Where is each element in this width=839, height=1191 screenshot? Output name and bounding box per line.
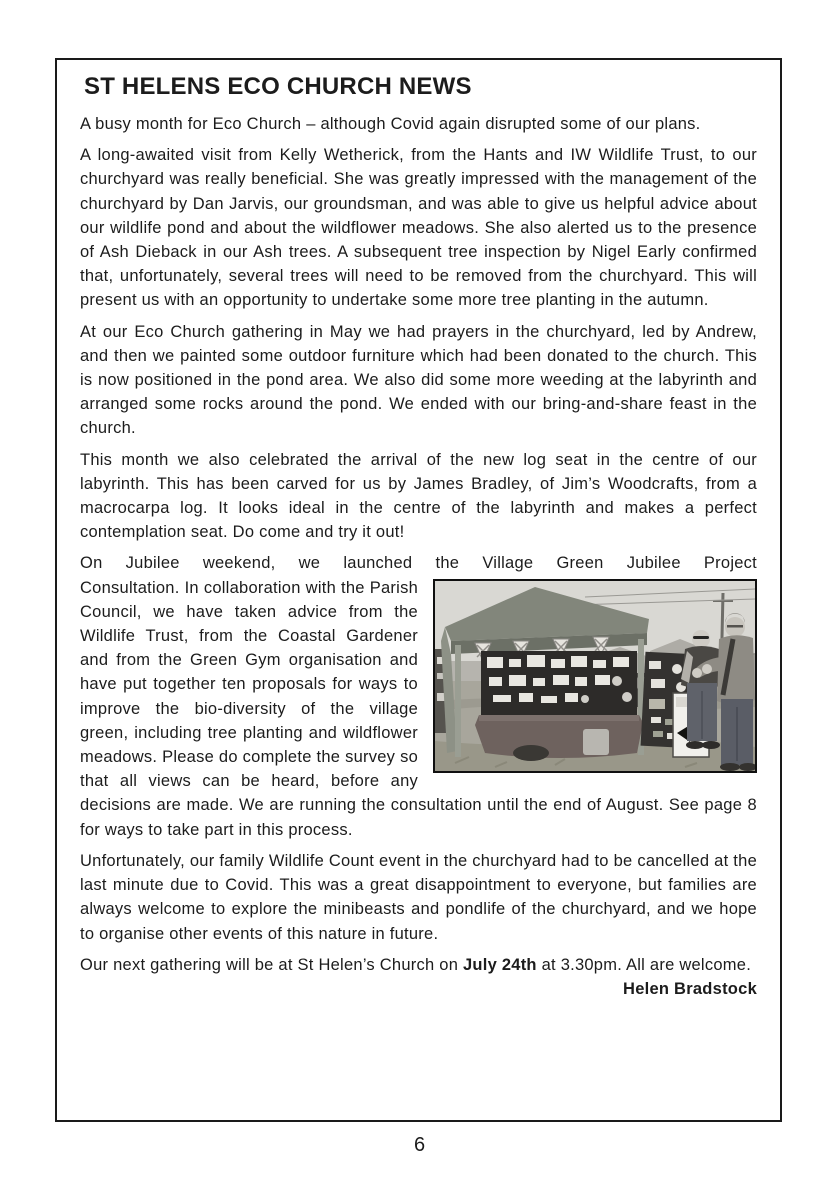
paragraph-closing	[80, 953, 757, 998]
event-photo	[433, 579, 757, 773]
event-photo-illustration	[435, 581, 755, 771]
paragraph-intro: A busy month for Eco Church – although Covid again disrupted some of our plans.	[80, 115, 701, 133]
paragraph-jubilee	[80, 551, 757, 841]
jubilee-lead-line: On Jubilee weekend, we launched the Village Green Jubilee Project	[80, 554, 757, 573]
gazebo-front-left-leg	[455, 645, 461, 757]
closing-text-after-date: at 3.30pm. All are welcome.	[536, 955, 752, 974]
page-number: 6	[413, 1134, 426, 1156]
stall-table	[475, 715, 643, 758]
article-title: ST HELENS ECO CHURCH NEWS	[84, 73, 472, 100]
signature-name: Helen Bradstock	[623, 979, 757, 998]
paragraph-wildlife-count: Unfortunately, our family Wildlife Count event in the churchyard had to be cancelled at the last minute due to Covid. This was a great disappointment to everyone, but families are always welcome to explore the minibeasts and pondlife of the churchyard, and we hope to organise other events of this nature in future.	[80, 851, 757, 943]
display-boards	[481, 651, 637, 717]
closing-text-before-date: Our next gathering will be at St Helen’s Church on	[80, 955, 463, 974]
paragraph-log-seat: This month we also celebrated the arrival of the new log seat in the centre of our labyrinth. This has been carved for us by James Bradley, of Jim’s Woodcrafts, from a macrocarpa log. It looks ideal in the centre of the labyrinth and makes a perfect contemplation seat. Do come and try it out!	[80, 450, 757, 542]
paragraph-may-gathering: At our Eco Church gathering in May we had prayers in the churchyard, led by Andrew, and then we painted some outdoor furniture which had been donated to the church. This is now positioned in the pond area. We also did some more weeding at the labyrinth and arranged some rocks around the pond. We ended with our bring-and-share feast in the church.	[80, 322, 757, 438]
page-frame	[55, 58, 782, 1122]
closing-date: July 24th	[462, 955, 537, 974]
jubilee-body-text: Consultation. In collaboration with the Parish Council, we have taken advice from the Wildlife Trust, from the Coastal Gardener and from the Green Gym organisation and have put together ten proposals for ways to improve the bio-diversity of the village green, including tree planting and wildflower meadows. Please do complete the survey so that all views can be heard, before any decisions are made. We are running the consultation until the end of August. See page 8 for ways to take part in this process.	[80, 578, 757, 839]
paragraph-wildlife-visit: A long-awaited visit from Kelly Wetherick, from the Hants and IW Wildlife Trust, to our churchyard was really beneficial. She was greatly impressed with the management of the churchyard by Dan Jarvis, our groundsman, and was able to give us helpful advice about our wildlife pond and about the wildflower meadows. She also alerted us to the presence of Ash Dieback in our Ash trees. A subsequent tree inspection by Nigel Early confirmed that, unfortunately, several trees will need to be removed from the churchyard. This will present us with an opportunity to undertake some more tree planting in the autumn.	[80, 146, 757, 310]
